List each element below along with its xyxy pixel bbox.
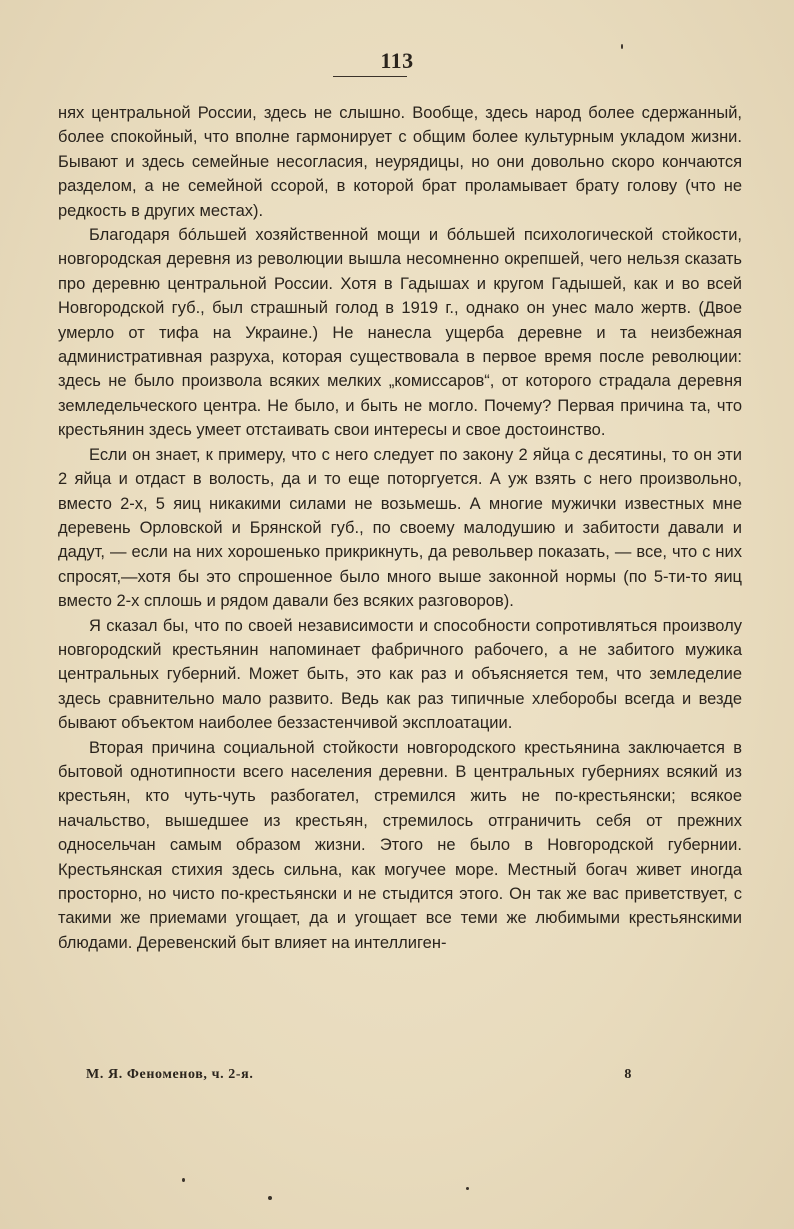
paragraph-3: Если он знает, к примеру, что с него следует по закону 2 яйца с десятины, то он эти 2 яйца и отдаст в волость, да и то еще поторгуется. А уж взять с него произвольно, вместо 2-х, 5 яиц никакими силами не возьмешь. А многие мужички известных мне деревень Орловской и Брянской губ., по своему малодушию и забитости давали и дадут, — если на них хорошенько прикрикнуть, да револьвер показать, — все, что с них спросят,—хотя бы это спрошенное было много выше законной нормы (по 5-ти-то яиц вместо 2-х сплошь и рядом давали без всяких разговоров). (58, 445, 742, 611)
page-number-rule (333, 76, 407, 77)
sheet-number: 8 (624, 1067, 632, 1082)
printer-signature: М. Я. Феноменов, ч. 2-я. (86, 1067, 254, 1082)
page-number: 113 (380, 48, 414, 73)
paragraph-2: Благодаря бóльшей хозяйственной мощи и бóльшей психологической стойкости, новгородская деревня из революции вышла несомненно окрепшей, чего нельзя сказать про деревню центральной России. Хотя в Гадышах и кругом Гадышей, как и во всей Новгородской губ., был страшный голод в 1919 г., однако он унес мало жертв. (Двое умерло от тифа на Украине.) Не нанесла ущерба деревне и та неизбежная административная разруха, которая существовала в первое время после революции: здесь не было произвола всяких мелких „комиссаров“, от которого страдала деревня земледельческого центра. Не было, и быть не могло. Почему? Первая причина та, что крестьянин здесь умеет отстаивать свои интересы и свое достоинство. (58, 226, 742, 440)
paragraph-4: Я сказал бы, что по своей независимости и способности сопротивляться произволу новгородский крестьянин напоминает фабричного рабочего, а не забитого мужика центральных губерний. Может быть, это как раз и объясняется тем, что земледелие здесь сравнительно мало развито. Ведь как раз типичные хлеборобы всегда и везде бывают объектом наиболее беззастенчивой эксплоатации. (58, 616, 742, 733)
paragraph-1: нях центральной России, здесь не слышно. Вообще, здесь народ более сдержанный, более спокойный, что вполне гармонирует с общим более культурным укладом жизни. Бывают и здесь семейные несогласия, неурядицы, но они довольно скоро кончаются разделом, а не семейной ссорой, в которой брат проламывает брату голову (что не редкость в других местах). (58, 104, 742, 220)
body-text (58, 101, 742, 955)
print-speck (621, 44, 623, 49)
print-speck (182, 1178, 185, 1182)
paragraph-5: Вторая причина социальной стойкости новгородского крестьянина заключается в бытовой однотипности всего населения деревни. В центральных губерниях всякий из крестьян, кто чуть-чуть разбогател, стремился жить не по-крестьянски; всякое начальство, вышедшее из крестьян, стремилось отграничить себя от прежних односельчан самым образом жизни. Этого не было в Новгородской губернии. Крестьянская стихия здесь сильна, как могучее море. Местный богач живет иногда просторно, но чисто по-крестьянски и не стыдится этого. Он так же вас приветствует, с такими же приемами угощает, да и угощает все теми же любимыми крестьянскими блюдами. Деревенский быт влияет на интеллиген- (58, 738, 742, 952)
print-speck (268, 1196, 272, 1200)
print-speck (466, 1187, 469, 1190)
